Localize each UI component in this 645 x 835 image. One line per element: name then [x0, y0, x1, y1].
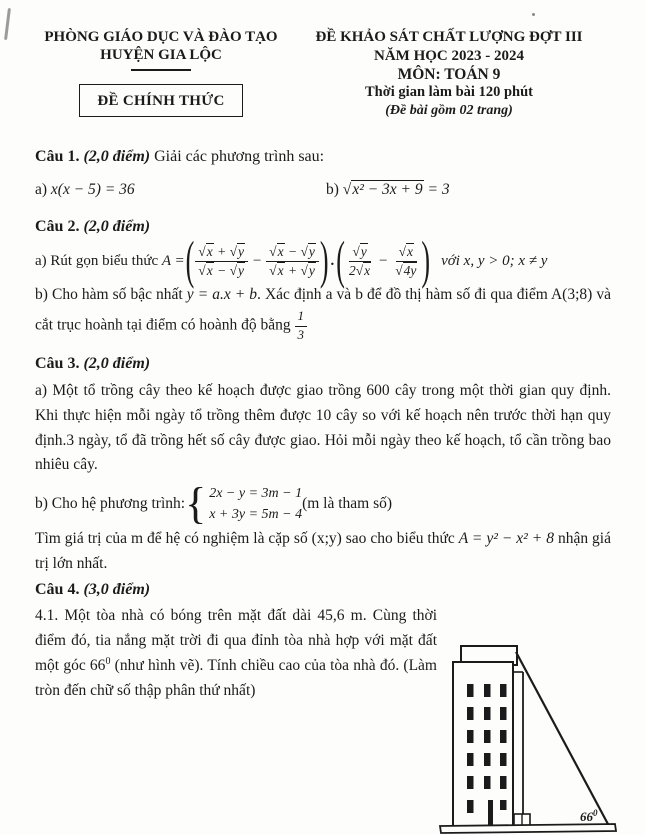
sqrt-radical: √ x [198, 262, 213, 280]
q2b-lead: Cho hàm số bậc nhất [51, 285, 187, 303]
q4-text-1: 4.1. Một tòa nhà có bóng trên mặt đất dài 45,6 m. Cùng thời điểm đó, tia nắng mặt trời đi qua đỉnh tòa nhà hợp với mặt đất một góc 66 [35, 607, 437, 674]
q1b-equation: √ x² − 3x + 9 = 3 [343, 181, 450, 198]
q2a-condition: với x, y > 0; x ≠ y [441, 253, 548, 270]
left-paren: ( [336, 230, 345, 290]
q2a-label: a) [35, 253, 47, 270]
district-name: HUYỆN GIA LỘC [100, 47, 222, 64]
q3b-text-2: nhận giá trị lớn nhất. [35, 530, 611, 572]
minus-sign: − [252, 253, 263, 270]
q3a-label: a) [35, 381, 48, 399]
right-paren: ) [421, 230, 431, 290]
fraction-one-third: $\frac{1}{3}$ [295, 308, 308, 344]
scan-artifact [532, 13, 535, 16]
exam-header [35, 28, 611, 120]
duration: Thời gian làm bài 120 phút [365, 84, 533, 101]
q2b-paragraph [35, 283, 611, 344]
q1b-label: b) [326, 181, 339, 199]
q3-heading [35, 351, 611, 377]
q2a-var: A = [161, 253, 185, 270]
q2-number: Câu 2. [35, 218, 80, 236]
q2a-lead: Rút gọn biểu thức [50, 253, 159, 270]
sqrt-radical: √ x [269, 243, 284, 261]
q1a [35, 178, 326, 203]
q3a-paragraph [35, 379, 611, 478]
subject: MÔN: TOÁN 9 [397, 66, 501, 84]
q3-points: (2,0 điểm) [83, 355, 151, 373]
sqrt-radical: √ x [198, 243, 213, 261]
building-door [488, 800, 493, 827]
q1b [326, 178, 450, 203]
q4-points: (3,0 điểm) [83, 580, 151, 598]
sqrt-radical: √ x [356, 262, 371, 280]
exam-title-block [287, 28, 611, 120]
q3b-note: (m là tham số) [302, 494, 393, 512]
q3b-label: b) [35, 494, 48, 512]
exam-title: ĐỀ KHẢO SÁT CHẤT LƯỢNG ĐỢT III [315, 29, 583, 45]
fraction-3: √ $\frac{y}{2 √ x}$ [346, 243, 374, 280]
q4-text-2: (như hình vẽ). Tính chiều cao của tòa nhà đó. (Làm tròn đến chữ số thập phân thứ nhất) [35, 656, 437, 699]
fraction-1: √ x + √ y √ x − √ y [195, 243, 248, 280]
q2-points: (2,0 điểm) [83, 218, 151, 236]
pages-note: (Đề bài gồm 02 trang) [385, 103, 513, 119]
q3b-lead: Cho hệ phương trình: [51, 494, 186, 512]
sqrt-radical: √ x² − 3x + 9 [343, 178, 424, 203]
system-brace: { [185, 479, 207, 529]
sqrt-radical: √ y [352, 243, 367, 261]
sqrt-radical: √ y [230, 243, 245, 261]
system-equations [209, 483, 302, 525]
q3-number: Câu 3. [35, 355, 80, 373]
q1a-equation: x(x − 5) = 36 [50, 181, 135, 199]
q3b-question [35, 527, 611, 577]
sqrt-radical: √ x [399, 243, 414, 261]
q3b-text-1: Tìm giá trị của m để hệ có nghiệm là cặp số (x;y) sao cho biểu thức [35, 530, 459, 548]
q2b-label: b) [35, 285, 48, 303]
q4-content [35, 604, 611, 835]
official-exam-box: ĐỀ CHÍNH THỨC [79, 84, 242, 117]
q3b-expression: A = y² − x² + 8 [458, 530, 554, 548]
q1-heading [35, 144, 611, 170]
sqrt-radical: √ y [300, 262, 315, 280]
right-paren: ) [319, 230, 329, 290]
ground-line [440, 824, 616, 833]
issuing-office-block [35, 28, 287, 120]
q1-equations [35, 178, 611, 203]
q4-heading [35, 577, 611, 603]
q4-paragraph [35, 604, 437, 835]
sqrt-radical: √ y [230, 262, 245, 280]
scan-artifact [4, 8, 11, 40]
q2b-function: y = a.x + b [186, 285, 258, 303]
fraction-2: √ x − √ y √ x + √ y [266, 243, 319, 280]
q2b-rest: . Xác định a và b để đồ thị hàm số đi qua điểm A(3;8) và cắt trục hoành tại điểm có hoành độ bằng [35, 285, 611, 334]
office-name: PHÒNG GIÁO DỤC VÀ ĐÀO TẠO [44, 29, 278, 45]
sun-ray-line [516, 652, 609, 826]
q1-number: Câu 1. [35, 147, 80, 165]
building-figure [437, 626, 619, 835]
fraction-4 [392, 243, 420, 280]
q4-number: Câu 4. [35, 580, 80, 598]
multiply-dot: . [330, 253, 335, 270]
degree-superscript: 0 [105, 655, 111, 667]
sqrt-radical: √ 4y [395, 262, 417, 280]
q2a-expression [35, 230, 611, 290]
q1-intro: Giải các phương trình sau: [154, 147, 325, 165]
angle-label: $66^0$ [580, 808, 598, 825]
system-eq2: x + 3y = 5m − 4 [209, 507, 303, 523]
q3a-text: Một tổ trồng cây theo kế hoạch được giao trồng 600 cây trong một thời gian quy định. Khi thực hiện mỗi ngày tổ trồng thêm được 10 cây so với kế hoạch nên trước thời hạn quy định.3 ngày, tổ đã trồng hết số cây được giao. Hỏi mỗi ngày theo kế hoạch, tổ cần trồng bao nhiêu cây. [35, 381, 611, 474]
q1-points: (2,0 điểm) [83, 147, 151, 165]
system-eq1: 2x − y = 3m − 1 [209, 486, 303, 502]
q3b-system [35, 479, 611, 529]
school-year: NĂM HỌC 2023 - 2024 [374, 47, 524, 64]
q4-figure-wrap [437, 626, 619, 835]
minus-sign: − [378, 253, 389, 270]
sqrt-radical: √ x [269, 262, 284, 280]
sqrt-radical: √ y [300, 243, 315, 261]
left-paren: ( [185, 230, 195, 290]
q1a-label: a) [35, 181, 48, 199]
